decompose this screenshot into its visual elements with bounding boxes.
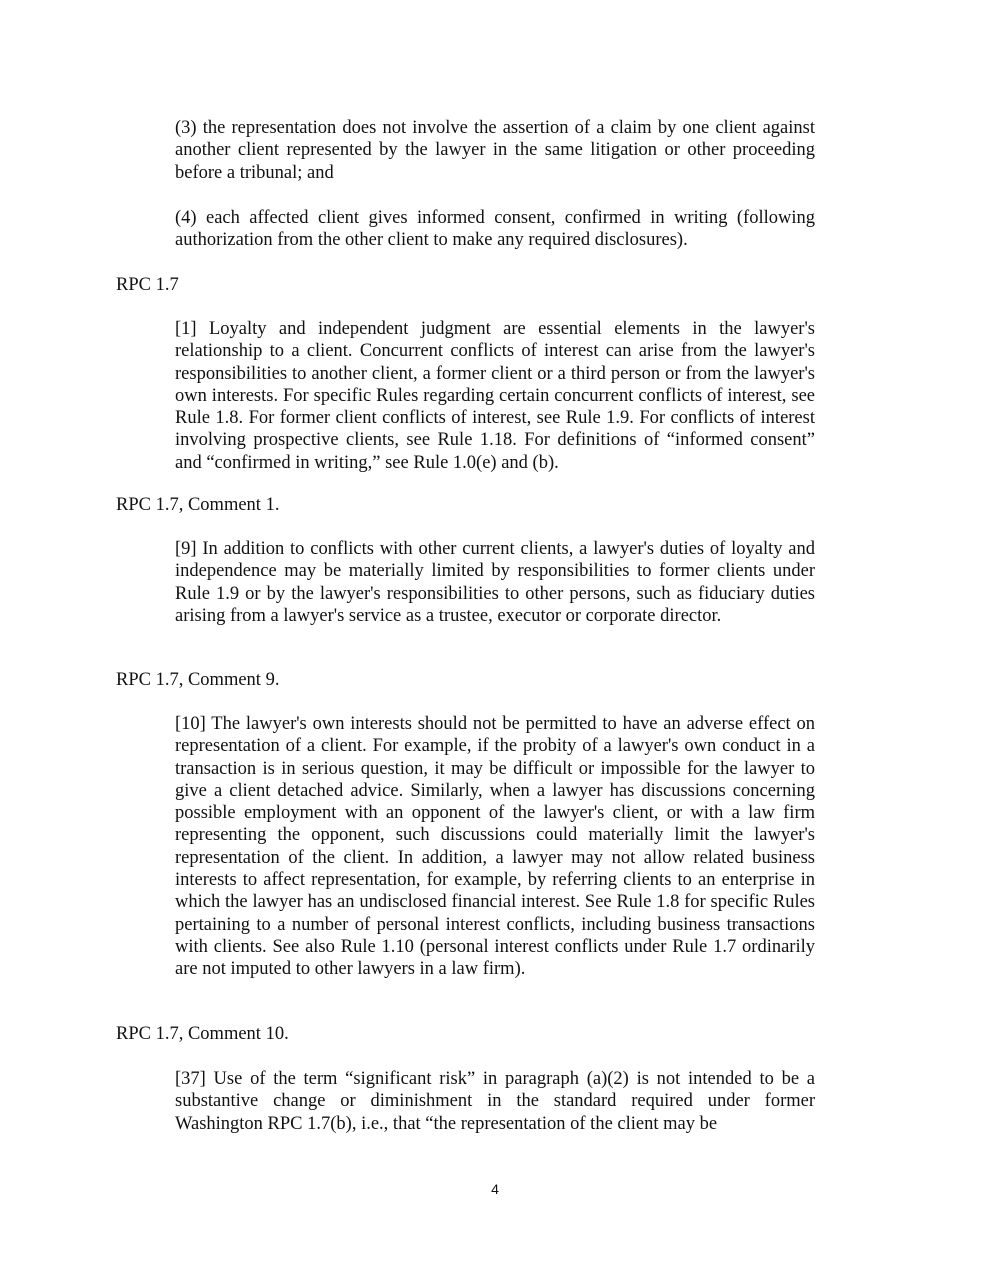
citation-comment-9: RPC 1.7, Comment 9. [116, 670, 280, 690]
citation-rpc-1-7: RPC 1.7 [116, 275, 179, 295]
page-number: 4 [491, 1181, 499, 1197]
citation-comment-10: RPC 1.7, Comment 10. [116, 1024, 289, 1044]
paragraph-condition-4: (4) each affected client gives informed consent, confirmed in writing (following authorization from the other client to make any required disclosures). [175, 208, 815, 251]
citation-comment-1: RPC 1.7, Comment 1. [116, 495, 280, 515]
paragraph-comment-37: [37] Use of the term “significant risk” in paragraph (a)(2) is not intended to be a substantive change or diminishment in the standard required under former Washington RPC 1.7(b), i.e., that “the representation of the client may be [175, 1069, 815, 1134]
paragraph-comment-1: [1] Loyalty and independent judgment are essential elements in the lawyer's relationship to a client. Concurrent conflicts of interest can arise from the lawyer's responsibilities to another client, a former client or a third person or from the lawyer's own interests. For specific Rules regarding certain concurrent conflicts of interest, see Rule 1.8. For former client conflicts of interest, see Rule 1.9. For conflicts of interest involving prospective clients, see Rule 1.18. For definitions of “informed consent” and “confirmed in writing,” see Rule 1.0(e) and (b). [175, 319, 815, 473]
paragraph-condition-3: (3) the representation does not involve the assertion of a claim by one client against another client represented by the lawyer in the same litigation or other proceeding before a tribunal; and [175, 118, 815, 183]
paragraph-comment-9: [9] In addition to conflicts with other current clients, a lawyer's duties of loyalty and independence may be materially limited by responsibilities to former clients under Rule 1.9 or by the lawyer's responsibilities to other persons, such as fiduciary duties arising from a lawyer's service as a trustee, executor or corporate director. [175, 539, 815, 626]
paragraph-comment-10: [10] The lawyer's own interests should not be permitted to have an adverse effect on representation of a client. For example, if the probity of a lawyer's own conduct in a transaction is in serious question, it may be difficult or impossible for the lawyer to give a client detached advice. Similarly, when a lawyer has discussions concerning possible employment with an opponent of the lawyer's client, or with a law firm representing the opponent, such discussions could materially limit the lawyer's representation of the client. In addition, a lawyer may not allow related business interests to affect representation, for example, by referring clients to an enterprise in which the lawyer has an undisclosed financial interest. See Rule 1.8 for specific Rules pertaining to a number of personal interest conflicts, including business transactions with clients. See also Rule 1.10 (personal interest conflicts under Rule 1.7 ordinarily are not imputed to other lawyers in a law firm). [175, 714, 815, 980]
